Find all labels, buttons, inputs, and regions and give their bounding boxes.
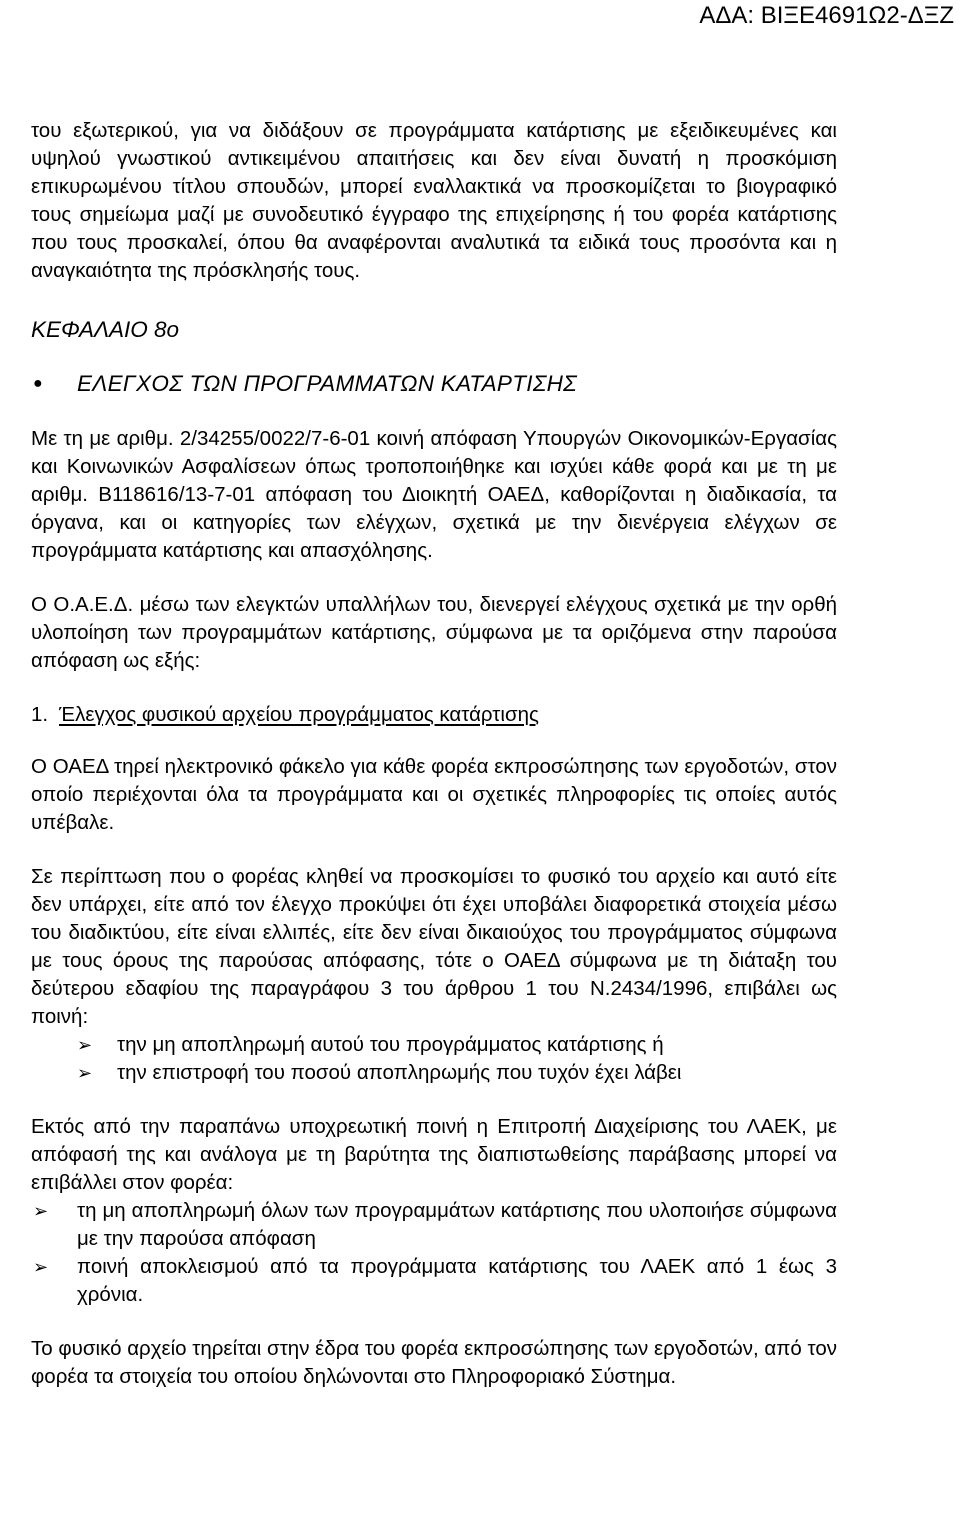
chapter-subtitle: ΕΛΕΓΧΟΣ ΤΩΝ ΠΡΟΓΡΑΜΜΑΤΩΝ ΚΑΤΑΡΤΙΣΗΣ	[77, 371, 577, 396]
controls-paragraph: Ο Ο.Α.Ε.Δ. μέσω των ελεγκτών υπαλλήλων του, διενεργεί ελέγχους σχετικά με την ορθή υλοποίηση των προγραμμάτων κατάρτισης, σύμφωνα με τα οριζόμενα στην παρούσα απόφαση ως εξής:	[31, 593, 837, 672]
penalty-list	[31, 1031, 837, 1087]
list-item	[31, 1059, 837, 1087]
list-item-text: την επιστροφή του ποσού αποπληρωμής που τυχόν έχει λάβει	[117, 1061, 682, 1084]
arrow-bullet-icon: ➢	[33, 1257, 49, 1277]
arrow-bullet-icon: ➢	[33, 1201, 49, 1221]
penalty-case-paragraph: Σε περίπτωση που ο φορέας κληθεί να προσκομίσει το φυσικό του αρχείο και αυτό είτε δεν υπάρχει, είτε από τον έλεγχο προκύψει ότι έχει υποβάλει διαφορετικά στοιχεία μέσω του διαδικτύου, είτε είναι ελλιπές, είτε δεν είναι δικαιούχος του προγράμματος σύμφωνα με τους όρους της παρούσας απόφασης, τότε ο ΟΑΕΔ σύμφωνα με τη διάταξη του δεύτερου εδαφίου της παραγράφου 3 του άρθρου 1 του Ν.2434/1996, επιβάλει ως ποινή:	[31, 865, 837, 1028]
committee-list	[31, 1197, 837, 1309]
committee-paragraph: Εκτός από την παραπάνω υποχρεωτική ποινή η Επιτροπή Διαχείρισης του ΛΑΕΚ, με απόφασή της και ανάλογα με τη βαρύτητα της διαπιστωθείσης παράβασης μπορεί να επιβάλλει στον φορέα:	[31, 1115, 837, 1194]
list-item-text: τη μη αποπληρωμή όλων των προγραμμάτων κατάρτισης που υλοποιήσε σύμφωνα με την παρούσα απόφαση	[77, 1199, 837, 1250]
intro-paragraph: του εξωτερικού, για να διδάξουν σε προγράμματα κατάρτισης με εξειδικευμένες και υψηλού γνωστικού αντικειμένου απαιτήσεις και δεν είναι δυνατή η προσκόμιση επικυρωμένου τίτλου σπουδών, μπορεί εναλλακτικά να προσκομίζεται το βιογραφικό τους σημείωμα μαζί με συνοδευτικό έγγραφο της επιχείρησης ή του φορέα κατάρτισης που τους προσκαλεί, όπου θα αναφέρονται αναλυτικά τα ειδικά τους προσόντα και η αναγκαιότητα της πρόσκλησής τους.	[31, 119, 837, 282]
bullet-icon: ●	[33, 375, 43, 392]
arrow-bullet-icon: ➢	[77, 1035, 93, 1055]
electronic-file-paragraph: Ο ΟΑΕΔ τηρεί ηλεκτρονικό φάκελο για κάθε φορέα εκπροσώπησης των εργοδοτών, στον οποίο περιέχονται όλα τα προγράμματα και οι σχετικές πληροφορίες τις οποίες αυτός υπέβαλε.	[31, 755, 837, 834]
document-body	[31, 117, 837, 1391]
decision-paragraph: Με τη με αριθμ. 2/34255/0022/7-6-01 κοινή απόφαση Υπουργών Οικονομικών-Εργασίας και Κοινωνικών Ασφαλίσεων όπως τροποποιήθηκε και ισχύει κάθε φορά και με τη με αριθμ. Β118616/13-7-01 απόφαση του Διοικητή ΟΑΕΔ, καθορίζονται η διαδικασία, τα όργανα, και οι κατηγορίες των ελέγχων, σχετικά με την διενέργεια ελέγχων σε προγράμματα κατάρτισης και απασχόλησης.	[31, 427, 837, 562]
section-heading	[31, 701, 837, 729]
chapter-subtitle-row	[31, 369, 837, 399]
list-item	[31, 1031, 837, 1059]
list-item	[31, 1197, 837, 1253]
arrow-bullet-icon: ➢	[77, 1063, 93, 1083]
chapter-title: ΚΕΦΑΛΑΙΟ 8ο	[31, 317, 180, 342]
list-item	[31, 1253, 837, 1309]
archive-paragraph: Το φυσικό αρχείο τηρείται στην έδρα του φορέα εκπροσώπησης των εργοδοτών, από τον φορέα τα στοιχεία του οποίου δηλώνονται στο Πληροφοριακό Σύστημα.	[31, 1337, 837, 1388]
section-number: 1.	[31, 703, 49, 726]
list-item-text: ποινή αποκλεισμού από τα προγράμματα κατάρτισης του ΛΑΕΚ από 1 έως 3 χρόνια.	[77, 1255, 837, 1306]
list-item-text: την μη αποπληρωμή αυτού του προγράμματος κατάρτισης ή	[117, 1033, 664, 1056]
section-title: Έλεγχος φυσικού αρχείου προγράμματος κατάρτισης	[59, 703, 539, 726]
ada-code: ΑΔΑ: ΒΙΞΕ4691Ω2-ΔΞΖ	[699, 2, 954, 29]
